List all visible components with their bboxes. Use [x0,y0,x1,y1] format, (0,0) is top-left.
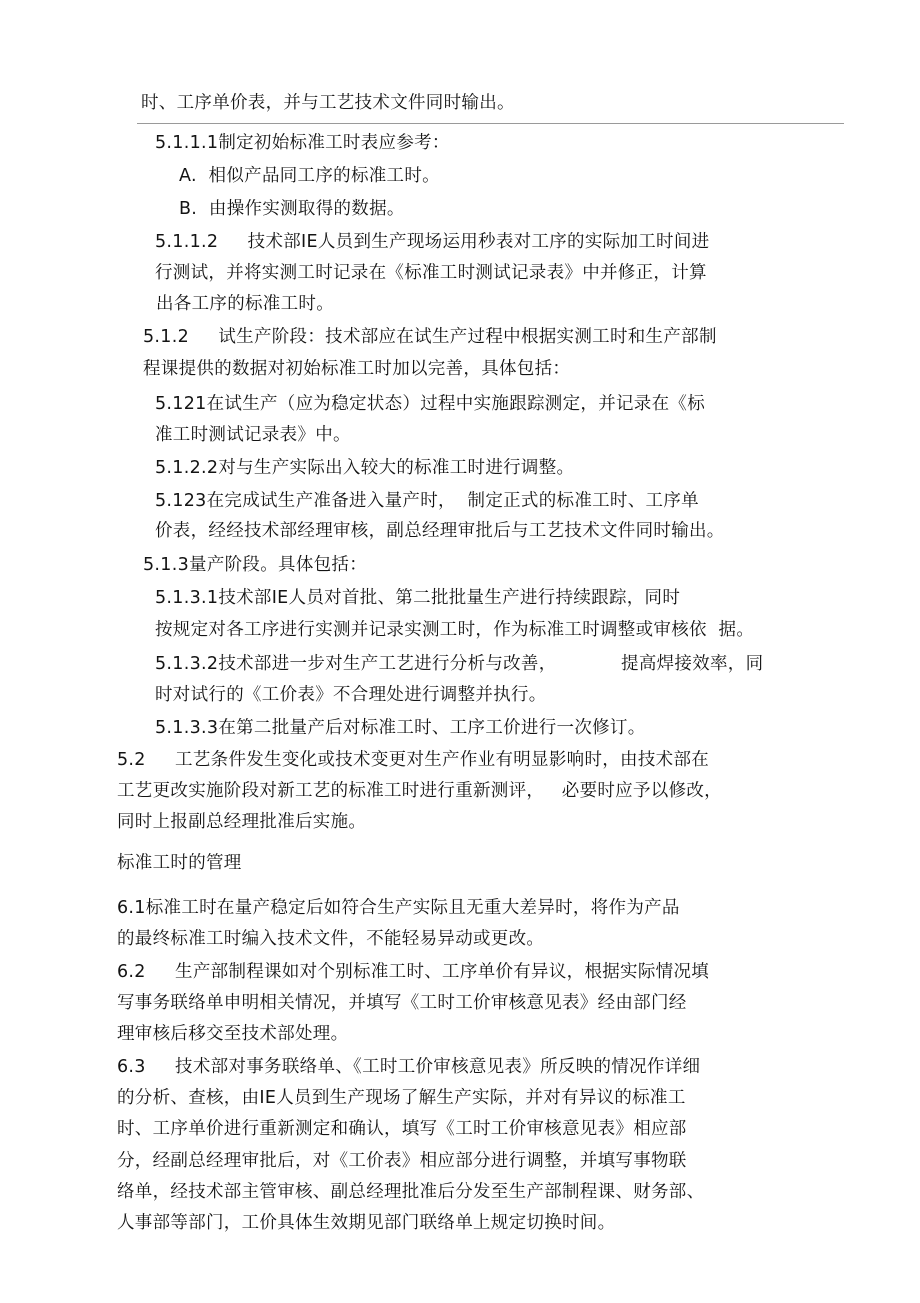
text-line: 分，经副总经理审批后，对《工价表》相应部分进行调整，并填写事物联 [117,1151,687,1171]
text-line: 时对试行的《工价表》不合理处进行调整并执行。 [155,685,547,705]
text-line: 价表，经经技术部经理审核，副总经理审批后与工艺技术文件同时输出。 [155,521,725,541]
text-line: 5.1.3.3在第二批量产后对标准工时、工序工价进行一次修订。 [155,718,646,738]
text-line: 6.3 技术部对事务联络单、《工时工价审核意见表》所反映的情况作详细 [117,1057,701,1077]
text-line: 理审核后移交至技术部处理。 [117,1024,349,1044]
text-line: 络单，经技术部主管审核、副总经理批准后分发至生产部制程课、财务部、 [117,1182,705,1202]
text-line: 6.1标准工时在量产稳定后如符合生产实际且无重大差异时，将作为产品 [117,898,680,918]
text-line: 行测试，并将实测工时记录在《标准工时测试记录表》中并修正，计算 [155,263,707,283]
text-line: 人事部等部门，工价具体生效期见部门联络单上规定切换时间。 [117,1213,616,1233]
text-line: B. 由操作实测取得的数据。 [179,199,405,219]
text-line: 5.121在试生产（应为稳定状态）过程中实施跟踪测定，并记录在《标 [155,394,705,414]
text-line: 同时上报副总经理批准后实施。 [117,812,367,832]
text-line: 时、工序单价进行重新测定和确认，填写《工时工价审核意见表》相应部 [117,1119,687,1139]
text-line: 程课提供的数据对初始标准工时加以完善，具体包括： [143,359,571,379]
header-rule [137,123,844,124]
text-line: A. 相似产品同工序的标准工时。 [179,166,440,186]
text-line: 5.1.2.2对与生产实际出入较大的标准工时进行调整。 [155,458,575,478]
text-line: 5.1.3.1技术部IE人员对首批、第二批批量生产进行持续跟踪，同时 [155,588,681,608]
text-line: 的最终标准工时编入技术文件，不能轻易异动或更改。 [117,929,545,949]
text-line: 5.123在完成试生产准备进入量产时， 制定正式的标准工时、工序单 [155,491,699,511]
text-line: 6.2 生产部制程课如对个别标准工时、工序单价有异议，根据实际情况填 [117,962,710,982]
text-line: 工艺更改实施阶段对新工艺的标准工时进行重新测评， 必要时应予以修改， [117,781,722,801]
section-heading: 标准工时的管理 [117,853,242,873]
text-line: 准工时测试记录表》中。 [155,425,351,445]
text-line: 5.1.3.2技术部进一步对生产工艺进行分析与改善， 提高焊接效率，同 [155,654,764,674]
text-line: 按规定对各工序进行实测并记录实测工时，作为标准工时调整或审核依 据。 [155,620,755,640]
text-line: 5.1.1.1制定初始标准工时表应参考： [155,133,450,153]
text-line: 时、工序单价表，并与工艺技术文件同时输出。 [141,93,515,113]
text-line: 5.1.2 试生产阶段：技术部应在试生产过程中根据实测工时和生产部制 [143,327,717,347]
text-line: 的分析、查核，由IE人员到生产现场了解生产实际，并对有异议的标准工 [117,1088,686,1108]
text-line: 5.2 工艺条件发生变化或技术变更对生产作业有明显影响时，由技术部在 [117,750,710,770]
text-line: 写事务联络单申明相关情况，并填写《工时工价审核意见表》经由部门经 [117,993,687,1013]
text-line: 5.1.1.2 技术部IE人员到生产现场运用秒表对工序的实际加工时间进 [155,232,710,252]
text-line: 5.1.3量产阶段。具体包括： [143,555,368,575]
text-line: 出各工序的标准工时。 [156,294,334,314]
